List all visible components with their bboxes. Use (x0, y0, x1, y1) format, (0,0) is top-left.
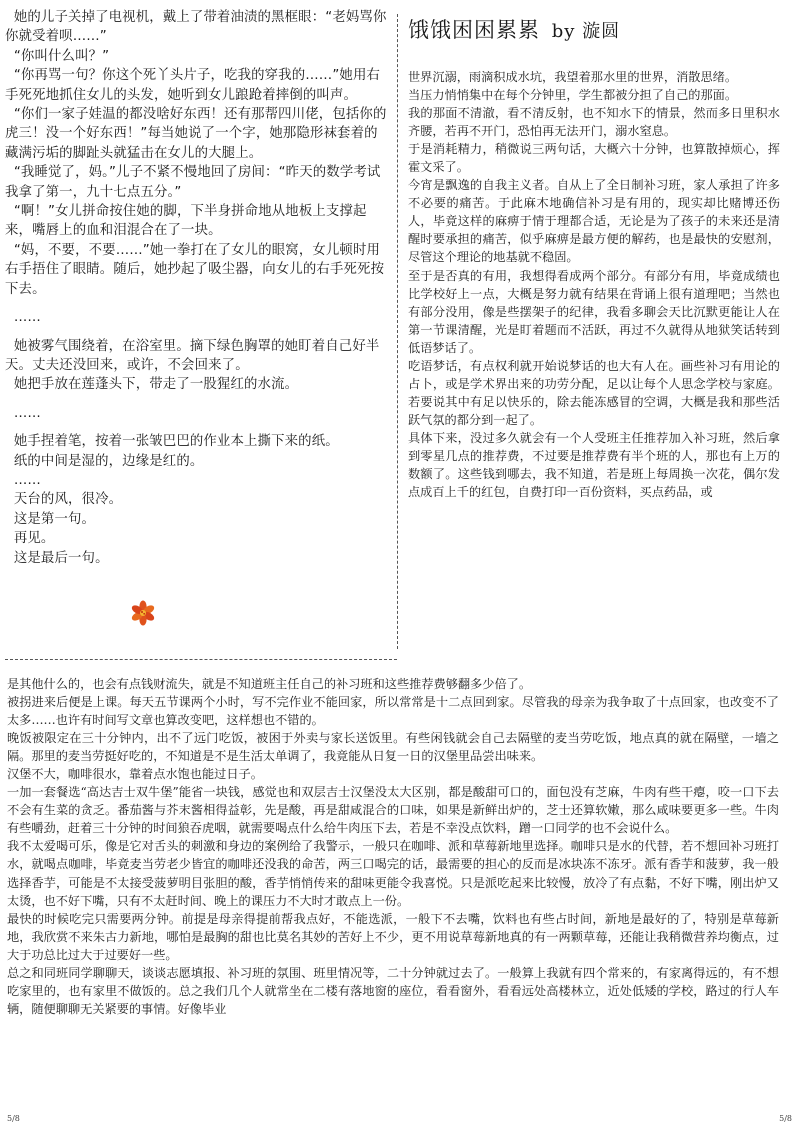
story-paragraph: 她手捏着笔，按着一张皱巴巴的作业本上撕下来的纸。 (5, 434, 339, 450)
story-paragraph: 这是最后一句。 (5, 550, 109, 566)
story-ellipsis: …… (5, 472, 41, 488)
essay-paragraph: 被拐进来后便是上课。每天五节课两个小时，写不完作业不能回家，所以常常是十二点回到家。尽管我的母亲为我争取了十点回家，也改变不了太多……也许有时间写文章也算改变吧，这样想也不错的。 (7, 695, 779, 728)
story-ellipsis: …… (5, 405, 41, 421)
page-number-right: 5/8 (779, 1114, 792, 1123)
essay-paragraph: 最快的时候吃完只需要两分钟。前提是母亲得提前帮我点好，不能选派，一般下不去嘴，饮料也有些占时间，新地是最好的了，特别是草莓新地，我欣赏不来朱古力新地，哪怕是最胸的甜也比莫名其妙的苦好上不少，更不用说草莓新地真的有一两颗草莓，还能让我稍微营养均衡点，过大于功总比过大于过要好一些。 (7, 911, 779, 962)
story-paragraph: 天台的风，很冷。 (5, 492, 123, 508)
story-ellipsis: …… (5, 310, 41, 326)
story-column (5, 8, 391, 568)
essay-body-top (408, 68, 780, 501)
essay-paragraph: 是其他什么的，也会有点钱财流失，就是不知道班主任自己的补习班和这些推荐费够翻多少倍了。 (7, 677, 532, 691)
essay-paragraph: 当压力悄悄集中在每个分钟里，学生都被分担了自己的那面。 (408, 88, 738, 103)
story-paragraph: 纸的中间是湿的，边缘是红的。 (5, 453, 204, 469)
story-paragraph: 她的儿子关掉了电视机，戴上了带着油渍的黑框眼：“老妈骂你你就受着呗……” (5, 10, 387, 45)
essay-paragraph: 总之和同班同学聊聊天，谈谈志愿填报、补习班的氛围、班里情况等，二十分钟就过去了。一般算上我就有四个常来的，有家离得远的，有不想吃家里的，也有家里不做饭的。总之我们几个人就常坐在二楼有落地窗的座位，看看窗外，看看远处高楼林立，近处低矮的学校，路过的行人车辆，随便聊聊无关紧要的事情。好像毕业 (7, 965, 779, 1016)
essay-body-bottom (7, 675, 779, 1018)
essay-paragraph: 一加一套餐选“高达吉士双牛堡”能省一块钱，感觉也和双层吉士汉堡没太大区别，都是酸甜可口的，面包没有芝麻，牛肉有些干瘪，咬一口下去不会有生菜的贪乏。番茄酱与芥末酱相得益彰，先是酸，再是甜咸混合的口味，如果是新鲜出炉的，芝士还算软嫩，那么咸味要更多一些。牛肉有些嚼劲，赶着三十分钟的时间狼吞虎咽，就需要喝点什么给牛肉压下去，若是不幸没点饮料，蹭一口同学的也不会说什么。 (7, 785, 779, 836)
essay-paragraph: 晚饭被限定在三十分钟内，出不了远门吃饭，被困于外卖与家长送饭里。有些闲钱就会自己去隔壁的麦当劳吃饭，地点真的就在隔壁，一墙之隔。那里的麦当劳挺好吃的，不知道是不是生活太单调了，我竟能从日复一日的汉堡里品尝出味来。 (7, 731, 779, 764)
essay-column (408, 12, 780, 501)
essay-paragraph: 我不太爱喝可乐，像是它对舌头的刺激和身边的案例给了我警示，一般只在咖啡、派和草莓新地里选择。咖啡只是水的代替，若不想回补习班打水，就喝点咖啡，毕竟麦当劳老少皆宜的咖啡还没我的命苦，两三口喝完的话，最需要的担心的反而是冰块冻不冻牙。派有香芋和菠萝，我一般选择香芋，可能是不太接受菠萝明目张胆的酸，香芋悄悄传来的甜味更能令我喜悦。只是派吃起来比较慢，放冷了有点黏，不好下嘴，刚出炉又太烫，也不好下嘴，只有不太赶时间、晚上的课压力不大时才敢点上一份。 (7, 839, 779, 908)
essay-title-text: 饿饿困困累累 (408, 18, 540, 42)
essay-paragraph: 于是消耗精力，稍微说三两句话，大概六十分钟，也算散掉烦心，挥霍文采了。 (408, 142, 780, 175)
story-paragraph: “我睡觉了，妈。”儿子不紧不慢地回了房间：“昨天的数学考试我拿了第一，九十七点五分。” (5, 165, 381, 200)
spacer (5, 395, 391, 404)
section-divider (5, 659, 397, 660)
story-paragraph: “你叫什么叫？” (5, 48, 110, 64)
story-paragraph: 再见。 (5, 531, 55, 547)
essay-paragraph: 世界沉溺，雨滴积成水坑，我望着那水里的世界，消散思绪。 (408, 70, 738, 84)
spacer (5, 328, 391, 337)
story-paragraph: “你们一家子娃温的都没啥好东西！还有那帮四川佬，包括你的虎三！没一个好东西！”每当她说了一个字，她那隐形袜套着的藏满污垢的脚趾头就猛击在女儿的大腿上。 (5, 107, 387, 161)
essay-paragraph: 我的那面不清澈，看不清反射，也不知水下的情景，然而多日里积水齐腰，若再不开门，恐怕再无法开门，溺水窒息。 (408, 106, 780, 139)
red-flower-icon (130, 600, 156, 626)
essay-author: by 漩圆 (551, 21, 621, 42)
essay-paragraph: 至于是否真的有用，我想得看成两个部分。有部分有用，毕竟成绩也比学校好上一点，大概是努力就有结果在背诵上很有道理吧；当然也有部分没用，像是些摆架子的纪律，我看多聊会天比沉默更能让人在第一节课清醒，光是盯着题而不活跃，再过不久就得从地狱笑话转到低语梦话了。 (408, 268, 780, 355)
spacer (5, 423, 391, 432)
column-divider (397, 14, 398, 649)
story-paragraph: “妈，不要，不要……”她一拳打在了女儿的眼窝，女儿顿时用右手捂住了眼睛。随后，她抄起了吸尘器，向女儿的右手死死按下去。 (5, 242, 385, 297)
story-paragraph: “你再骂一句？你这个死丫头片子，吃我的穿我的……”她用右手死死地抓住女儿的头发，她听到女儿踉跄着摔倒的叫声。 (5, 68, 381, 103)
story-paragraph: 她把手放在莲蓬头下，带走了一股猩红的水流。 (5, 377, 299, 393)
essay-paragraph: 汉堡不大，咖啡很水，靠着点水饱也能过日子。 (7, 767, 263, 782)
story-paragraph: 这是第一句。 (5, 511, 96, 527)
story-paragraph: 她被雾气围绕着，在浴室里。摘下绿色胸罩的她盯着自己好半天。丈夫还没回来，或许，不会回来了。 (5, 338, 380, 373)
story-paragraph: “啊！”女儿拼命按住她的脚，下半身拼命地从地板上支撑起来，嘴唇上的血和泪混合在了一块。 (5, 204, 367, 239)
essay-paragraph: 今宵是飘逸的自我主义者。自从上了全日制补习班，家人承担了许多不必要的痛苦。于此麻木地确信补习是有用的，现实却比赌博还伤人，毕竟这样的麻痹于情于理都合适，无论是为了孩子的未来还是清醒时要承担的痛苦，似乎麻痹是最方便的解药，也是最快的安慰剂，尽管这个理论的地基就不稳固。 (408, 178, 780, 265)
essay-paragraph: 吃语梦话，有点权利就开始说梦话的也大有人在。画些补习有用论的占卜，或是学术界出来的功劳分配，足以让每个人思念学校与家庭。若要说其中有足以快乐的，除去能冻感冒的空调，大概是我和那些活跃气氛的都分到一起了。 (408, 358, 780, 427)
spacer (5, 299, 391, 308)
essay-paragraph: 具体下来，没过多久就会有一个人受班主任推荐加入补习班，然后拿到零星几点的推荐费，不过要是推荐费有半个班的人，那也有上万的数额了。这些钱到哪去，我不知道，若是班上每周换一次花，偶尔发点成百上千的红包，自费打印一百份资料，买点药品，或 (408, 430, 780, 500)
page-number-left: 5/8 (7, 1114, 20, 1123)
essay-title (408, 12, 780, 52)
